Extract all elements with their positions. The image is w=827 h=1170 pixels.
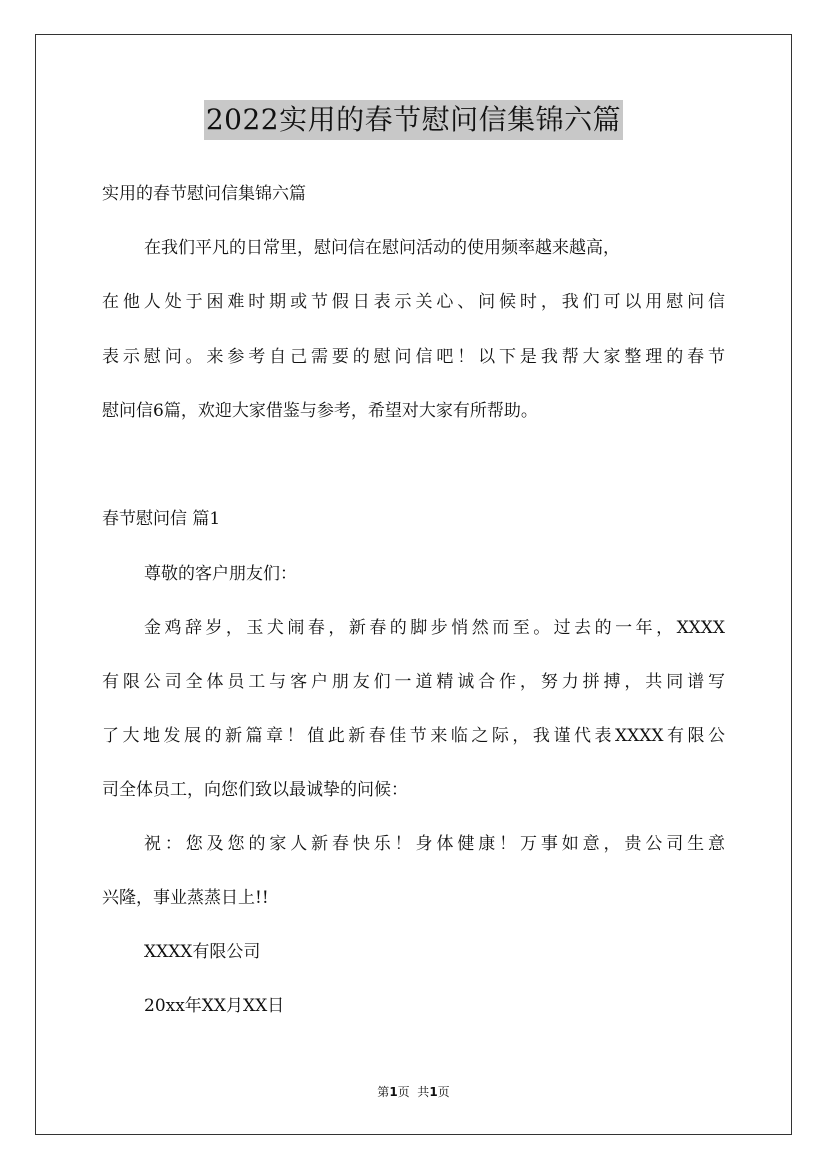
footer-page-mid: 页 共	[397, 1085, 430, 1099]
title-container	[0, 100, 827, 140]
intro-line-2: 在他人处于困难时期或节假日表示关心、问候时，我们可以用慰问信	[102, 292, 725, 312]
wish-line-2: 兴隆，事业蒸蒸日上!!	[102, 888, 269, 908]
footer-page-total: 1	[429, 1085, 438, 1099]
intro-line-3: 表示慰问。来参考自己需要的慰问信吧！以下是我帮大家整理的春节	[102, 347, 725, 367]
body-line-2: 有限公司全体员工与客户朋友们一道精诚合作，努力拼搏，共同谱写	[102, 672, 725, 692]
intro-line-1: 在我们平凡的日常里，慰问信在慰问活动的使用频率越来越高，	[144, 238, 620, 258]
page-footer	[0, 1084, 827, 1100]
footer-page-prefix: 第	[377, 1085, 390, 1099]
signature: XXXX有限公司	[144, 942, 261, 962]
body-line-1: 金鸡辞岁，玉犬闹春，新春的脚步悄然而至。过去的一年，XXXX	[144, 618, 725, 638]
body-line-4: 司全体员工，向您们致以最诚挚的问候：	[102, 780, 408, 800]
intro-line-4: 慰问信6篇，欢迎大家借鉴与参考，希望对大家有所帮助。	[102, 401, 538, 421]
salutation: 尊敬的客户朋友们：	[144, 564, 297, 584]
body-line-3: 了大地发展的新篇章！值此新春佳节来临之际，我谨代表XXXX有限公	[102, 726, 725, 746]
document-subtitle: 实用的春节慰问信集锦六篇	[102, 184, 306, 204]
footer-page-number: 1	[389, 1085, 398, 1099]
footer-page-suffix: 页	[437, 1085, 450, 1099]
document-title: 2022实用的春节慰问信集锦六篇	[204, 100, 623, 140]
letter-date: 20xx年XX月XX日	[144, 996, 285, 1016]
section-heading: 春节慰问信 篇1	[102, 509, 221, 529]
wish-line-1: 祝：您及您的家人新春快乐！身体健康！万事如意，贵公司生意	[144, 834, 725, 854]
